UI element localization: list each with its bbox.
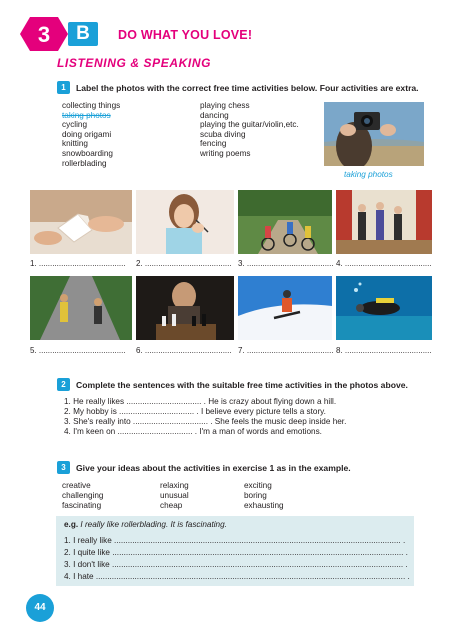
adjective-col1 [62,481,103,511]
activity-list-col1 [62,101,120,168]
activity-item: fencing [200,139,227,149]
activity-item: knitting [62,139,88,149]
photo-7-snowboarding [238,276,332,340]
example-text: I really like rollerblading. It is fascinating. [80,520,227,529]
photo-4-dancing [336,190,432,254]
photo-label-3[interactable]: 3. ....................................... [238,259,334,268]
activity-item: collecting things [62,101,121,110]
activity-item: scuba diving [200,129,246,139]
page-number: 44 [26,594,54,622]
activity-item: playing the guitar/violin,etc. [200,120,299,130]
answer-line-2[interactable]: 2. I quite like ................................................................................................................................ . [64,548,408,557]
exercise-1-number: 1 [57,81,70,94]
activity-item: snowboarding [62,148,113,158]
activity-item: cycling [62,120,88,130]
photo-2-writing [136,190,234,254]
sentence-2[interactable]: 2. My hobby is ................................. . I believe every picture tells a story. [64,407,326,416]
adjective: exciting [244,481,272,490]
photo-label-8[interactable]: 8. ....................................... [336,346,432,355]
photo-label-2[interactable]: 2. ....................................... [136,259,232,268]
exercise-2-instruction: Complete the sentences with the suitable free time activities in the photos above. [76,380,408,390]
unit-number: 3 [37,22,51,47]
exercise-2-number: 2 [57,378,70,391]
adjective: relaxing [160,481,189,490]
answer-line-1[interactable]: 1. I really like .............................................................................................................................. . [64,536,406,545]
adjective: boring [244,491,267,500]
sentence-3[interactable]: 3. She's really into ................................. . She feels the music deep inside her. [64,417,347,426]
example-prefix: e.g. [64,520,79,529]
example-sentence [64,520,227,529]
photo-8-scuba-diving [336,276,432,340]
unit-letter-badge: B [68,22,98,46]
photo-label-1[interactable]: 1. ....................................... [30,259,126,268]
section-title: LISTENING & SPEAKING [57,56,212,70]
unit-title: DO WHAT YOU LOVE! [118,28,253,42]
activity-item: rollerblading [62,158,107,168]
adjective: creative [62,481,91,490]
exercise-1-instruction: Label the photos with the correct free time activities below. Four activities are extra. [76,83,419,93]
unit-header [20,16,460,48]
activity-item-example: taking photos [62,110,111,120]
activity-item: playing chess [200,101,250,110]
unit-number-hexagon [20,16,68,52]
photo-label-5[interactable]: 5. ....................................... [30,346,126,355]
adjective-col2 [160,481,189,511]
activity-item: doing origami [62,129,112,139]
answer-line-4[interactable]: 4. I hate ........................................................................................................................................ . [64,572,410,581]
adjective: fascinating [62,501,102,510]
photo-1-origami [30,190,132,254]
activity-item: dancing [200,110,229,120]
photo-3-cycling [238,190,332,254]
exercise-3-instruction: Give your ideas about the activities in exercise 1 as in the example. [76,463,351,473]
adjective-col3 [244,481,284,511]
sentence-1[interactable]: 1. He really likes ................................. . He is crazy about flying down a hill. [64,397,337,406]
photo-label-4[interactable]: 4. ....................................... [336,259,432,268]
adjective: cheap [160,501,183,510]
answer-line-3[interactable]: 3. I don't like ................................................................................................................................ . [64,560,408,569]
exercise-3-number: 3 [57,461,70,474]
photo-label-6[interactable]: 6. ....................................... [136,346,232,355]
activity-item: writing poems [200,148,251,158]
adjective: exhausting [244,501,284,510]
example-photo-taking-photos [324,102,424,166]
example-photo-caption: taking photos [344,170,393,179]
adjective: unusual [160,491,189,500]
adjective: challenging [62,491,104,500]
photo-label-7[interactable]: 7. ....................................... [238,346,334,355]
photo-6-chess [136,276,234,340]
sentence-4[interactable]: 4. I'm keen on ................................. . I'm a man of words and emotions. [64,427,322,436]
photo-5-rollerblading [30,276,132,340]
activity-list-col2 [200,101,299,159]
